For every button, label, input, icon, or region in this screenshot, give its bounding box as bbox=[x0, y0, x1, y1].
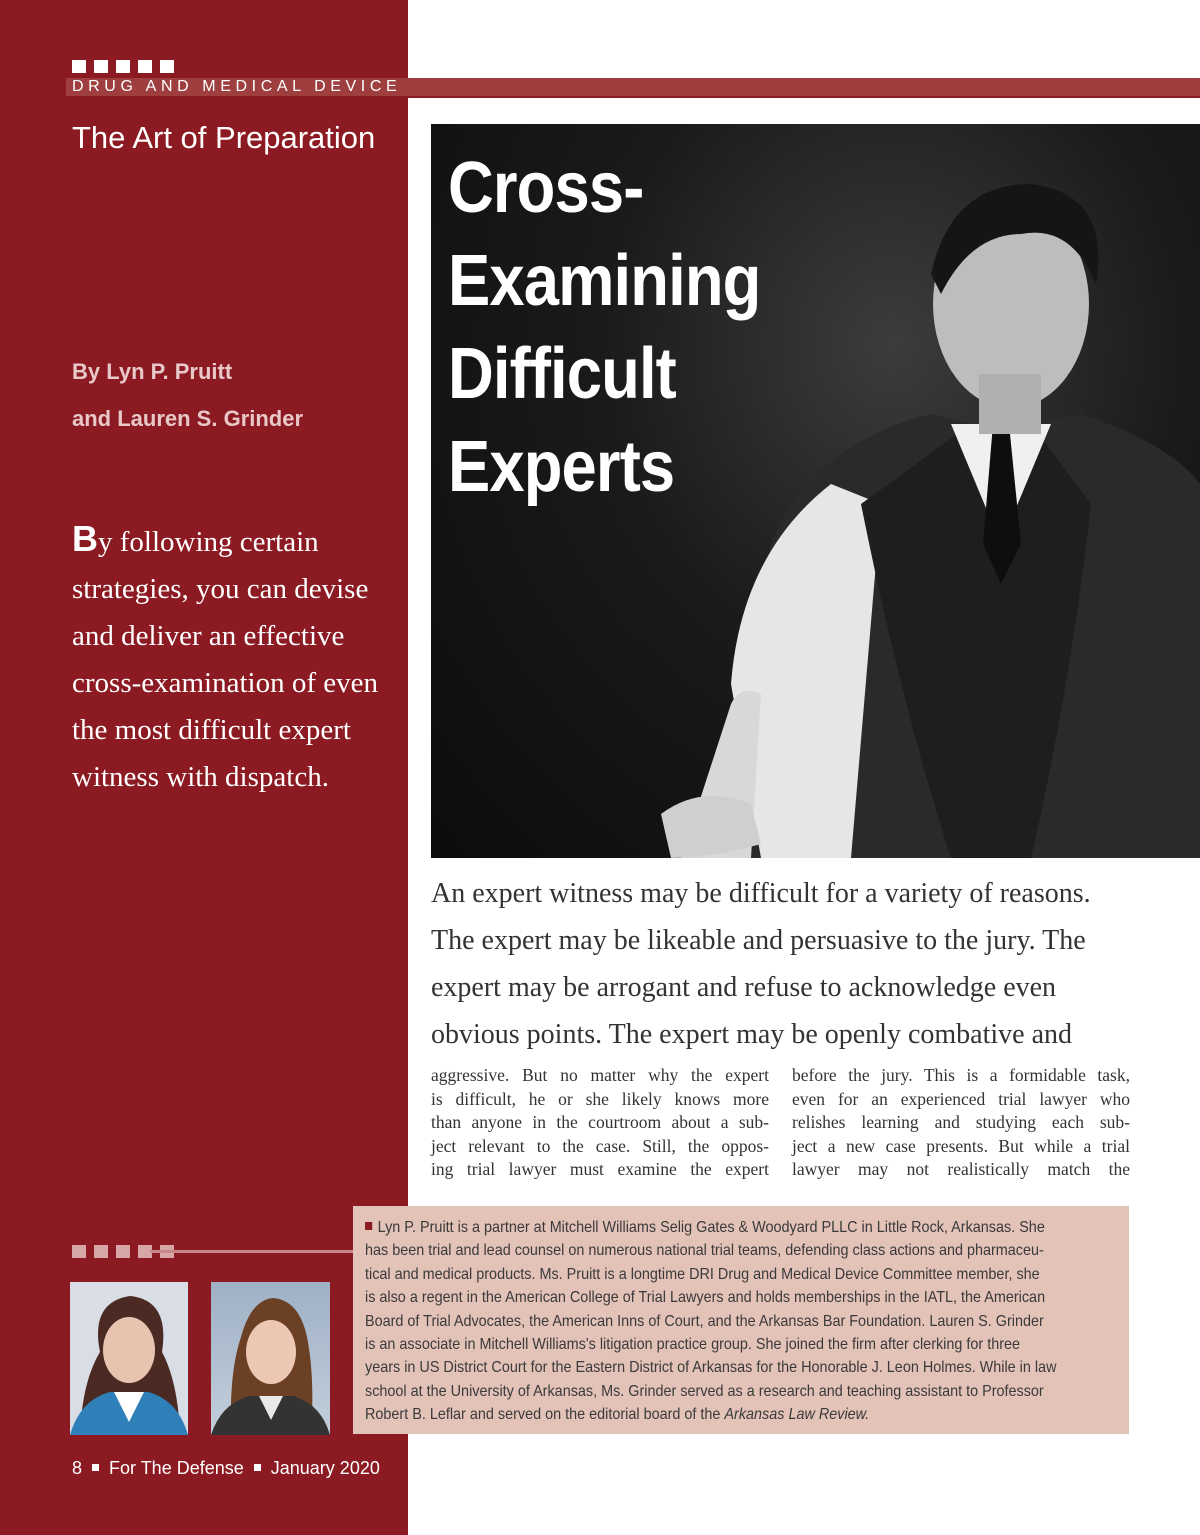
body-line: ject a new case presents. But while a trial bbox=[792, 1135, 1130, 1156]
publication-name: For The Defense bbox=[109, 1458, 244, 1478]
deck-line: cross-examination of even bbox=[72, 667, 379, 699]
bio-line: tical and medical products. Ms. Pruitt is a longtime DRI Drug and Medical Device Committee member, she bbox=[365, 1265, 1040, 1283]
headline-line: Examining bbox=[448, 241, 761, 321]
body-line: aggressive. But no matter why the expert bbox=[431, 1065, 769, 1085]
issue-date: January 2020 bbox=[270, 1458, 380, 1478]
body-line: even for an experienced trial lawyer who bbox=[792, 1088, 1130, 1109]
byline-line: and Lauren S. Grinder bbox=[72, 406, 304, 431]
body-line: ing trial lawyer must examine the expert bbox=[431, 1159, 769, 1179]
bio-line: school at the University of Arkansas, Ms. Grinder served as a research and teaching assistant to Professor bbox=[365, 1382, 1044, 1400]
lead-line: An expert witness may be difficult for a variety of reasons. bbox=[431, 878, 1091, 909]
byline bbox=[72, 348, 303, 442]
lead-line: obvious points. The expert may be openly combative and bbox=[431, 1019, 1073, 1050]
body-line: than anyone in the courtroom about a sub- bbox=[431, 1112, 769, 1132]
body-column-2 bbox=[792, 1064, 1130, 1182]
headline-line: Cross- bbox=[448, 148, 644, 228]
headline-line: Difficult bbox=[448, 334, 676, 414]
lead-line: expert may be arrogant and refuse to acknowledge even bbox=[431, 972, 1057, 1003]
deck-line: the most difficult expert bbox=[72, 714, 351, 746]
body-line: before the jury. This is a formidable task, bbox=[792, 1065, 1130, 1085]
page-number: 8 bbox=[72, 1458, 83, 1478]
dropcap: B bbox=[72, 518, 98, 559]
separator-icon bbox=[254, 1464, 261, 1471]
journal-title: Arkansas Law Review. bbox=[724, 1406, 870, 1424]
bullet-icon bbox=[365, 1222, 372, 1230]
body-line: is difficult, he or she likely knows more bbox=[431, 1088, 769, 1109]
page-footer bbox=[72, 1455, 380, 1481]
kicker: The Art of Preparation bbox=[72, 120, 376, 155]
section-label: DRUG AND MEDICAL DEVICE bbox=[72, 78, 402, 95]
bio-line: Board of Trial Advocates, the American Inns of Court, and the Arkansas Bar Foundation. Lauren S. Grinder bbox=[365, 1312, 1044, 1330]
byline-line: By Lyn P. Pruitt bbox=[72, 359, 233, 384]
bio-line: is an associate in Mitchell Williams's litigation practice group. She joined the firm after clerking for three bbox=[365, 1336, 1021, 1354]
body-line: ject relevant to the case. Still, the oppos- bbox=[431, 1135, 769, 1156]
separator-icon bbox=[92, 1464, 99, 1471]
bio-line: years in US District Court for the Eastern District of Arkansas for the Honorable J. Leon Holmes. While in law bbox=[365, 1359, 1057, 1377]
deck bbox=[72, 515, 392, 801]
section-rule bbox=[408, 96, 1200, 98]
body-line: relishes learning and studying each sub- bbox=[792, 1112, 1130, 1132]
headline bbox=[448, 142, 760, 514]
body-column-1 bbox=[431, 1064, 769, 1182]
deck-line: y following certain bbox=[98, 526, 319, 558]
bio-line: is also a regent in the American College of Trial Lawyers and holds memberships in the IATL, the American bbox=[365, 1289, 1046, 1307]
author-headshot-pruitt bbox=[70, 1282, 188, 1435]
bio-line: Robert B. Leflar and served on the editorial board of the bbox=[365, 1406, 725, 1424]
lead-paragraph bbox=[431, 870, 1151, 1058]
headline-line: Experts bbox=[448, 427, 675, 507]
bio-rule bbox=[150, 1250, 358, 1253]
section-squares bbox=[72, 60, 174, 73]
author-bio-box bbox=[353, 1206, 1129, 1434]
lead-line: The expert may be likeable and persuasive to the jury. The bbox=[431, 925, 1086, 956]
deck-line: witness with dispatch. bbox=[72, 761, 329, 793]
deck-line: and deliver an effective bbox=[72, 620, 345, 652]
body-line: lawyer may not realistically match the bbox=[792, 1159, 1130, 1179]
bio-line: Lyn P. Pruitt is a partner at Mitchell Williams Selig Gates & Woodyard PLLC in Little Rock, Arkansas. She bbox=[377, 1219, 1045, 1236]
author-headshot-grinder bbox=[211, 1282, 330, 1435]
bio-line: has been trial and lead counsel on numerous national trial teams, defending class actions and pharmaceu- bbox=[365, 1242, 1044, 1260]
deck-line: strategies, you can devise bbox=[72, 573, 369, 605]
